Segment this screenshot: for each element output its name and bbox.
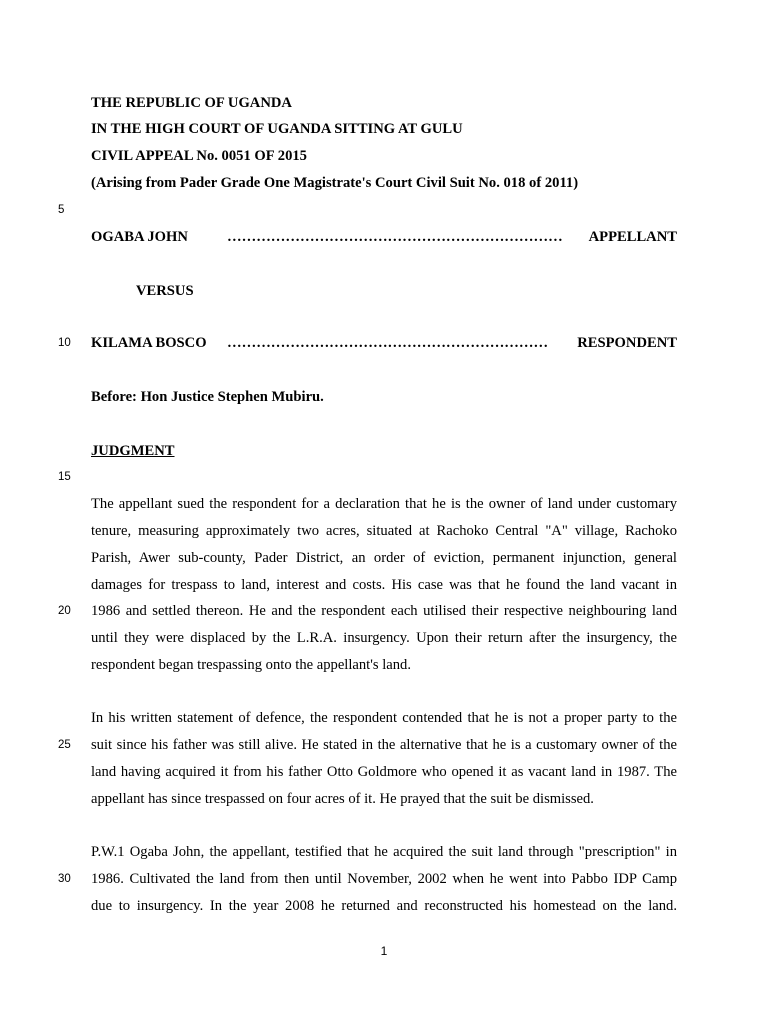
paragraph-3-line: 1986. Cultivated the land from then until November, 2002 when he went into Pabbo IDP Camp [91, 871, 677, 887]
paragraph-2-line: land having acquired it from his father Otto Goldmore who opened it as vacant land in 1987. The [91, 764, 677, 780]
line-number-20: 20 [58, 605, 71, 617]
respondent-row [91, 334, 677, 352]
line-number-30: 30 [58, 873, 71, 885]
paragraph-3-line: P.W.1 Ogaba John, the appellant, testified that he acquired the suit land through "prescription" in [91, 844, 677, 860]
header-court: IN THE HIGH COURT OF UGANDA SITTING AT GULU [91, 121, 463, 137]
respondent-leader-dots: ………………………………………………………… [227, 335, 549, 351]
header-arising-from: (Arising from Pader Grade One Magistrate's Court Civil Suit No. 018 of 2011) [91, 175, 579, 191]
paragraph-1-line: 1986 and settled thereon. He and the respondent each utilised their respective neighbouring land [91, 603, 677, 619]
before-judge: Before: Hon Justice Stephen Mubiru. [91, 389, 324, 405]
paragraph-1-line: until they were displaced by the L.R.A. insurgency. Upon their return after the insurgency, the [91, 630, 677, 646]
paragraph-3-line: due to insurgency. In the year 2008 he returned and reconstructed his homestead on the land. [91, 898, 677, 914]
judgment-heading: JUDGMENT [91, 443, 175, 459]
paragraph-1-line: The appellant sued the respondent for a declaration that he is the owner of land under customary [91, 496, 677, 512]
header-republic: THE REPUBLIC OF UGANDA [91, 95, 292, 111]
line-number-15: 15 [58, 471, 71, 483]
paragraph-1-line: respondent began trespassing onto the appellant's land. [91, 657, 411, 673]
paragraph-1-line: tenure, measuring approximately two acres, situated at Rachoko Central "A" village, Rachoko [91, 523, 677, 539]
paragraph-2-line: In his written statement of defence, the respondent contended that he is not a proper party to the [91, 710, 677, 726]
paragraph-1-line: damages for trespass to land, interest and costs. His case was that he found the land vacant in [91, 577, 677, 593]
appellant-row [91, 228, 677, 246]
paragraph-2-line: suit since his father was still alive. He stated in the alternative that he is a customary owner of the [91, 737, 677, 753]
paragraph-1-line: Parish, Awer sub-county, Pader District, an order of eviction, permanent injunction, general [91, 550, 677, 566]
respondent-role: RESPONDENT [577, 335, 677, 351]
line-number-5: 5 [58, 204, 65, 216]
versus-label: VERSUS [136, 283, 194, 299]
line-number-10: 10 [58, 337, 71, 349]
page-number: 1 [380, 944, 388, 958]
header-case-number: CIVIL APPEAL No. 0051 OF 2015 [91, 148, 307, 164]
appellant-name: OGABA JOHN [91, 229, 188, 245]
paragraph-2-line: appellant has since trespassed on four acres of it. He prayed that the suit be dismissed. [91, 791, 594, 807]
appellant-leader-dots: …………………………………………………………… [227, 229, 563, 245]
line-number-25: 25 [58, 739, 71, 751]
respondent-name: KILAMA BOSCO [91, 335, 207, 351]
appellant-role: APPELLANT [588, 229, 677, 245]
